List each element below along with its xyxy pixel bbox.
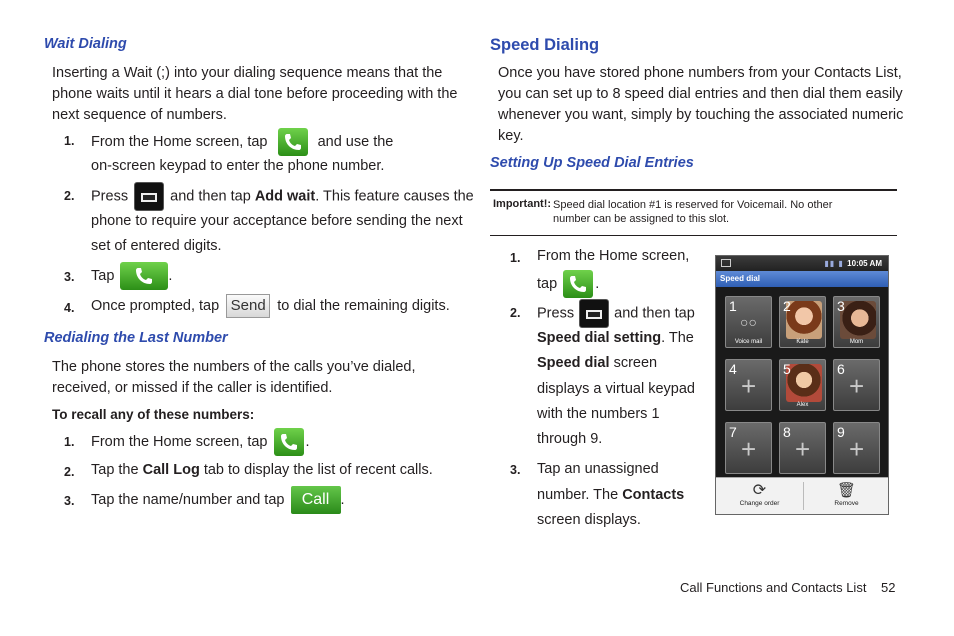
contact-photo xyxy=(786,301,822,339)
text-line: next sequence of numbers. xyxy=(52,107,227,123)
key-label: Alex xyxy=(796,402,809,408)
step-text: . xyxy=(595,275,600,292)
phone-icon xyxy=(278,128,308,156)
wait-step-1 xyxy=(91,128,393,156)
status-bar xyxy=(716,256,888,271)
speed-step-2-line1 xyxy=(537,299,695,328)
text-line: Once you have stored phone numbers from your Contacts List, xyxy=(498,65,902,81)
plus-icon: + xyxy=(849,434,865,464)
speed-dial-key-7[interactable] xyxy=(725,422,772,474)
step-text: tab to display the list of recent calls. xyxy=(203,462,433,478)
text-line: you can set up to 8 speed dial entries and then dial them easily xyxy=(498,86,903,102)
step-number: 1. xyxy=(510,251,521,265)
bottom-action-bar xyxy=(716,477,888,514)
speed-step-2-line2 xyxy=(537,326,694,351)
key-number: 5 xyxy=(783,361,791,377)
speed-dial-screenshot xyxy=(715,255,889,515)
text-line: whenever you want, simply by touching the associated numeric xyxy=(498,107,904,123)
trash-icon: 🗑 xyxy=(836,482,857,499)
wait-dialing-heading: Wait Dialing xyxy=(44,36,127,52)
text-line: received, or missed if the caller is identified. xyxy=(52,380,333,396)
redial-step-3 xyxy=(91,486,345,514)
step-text: Tap xyxy=(91,267,115,284)
step-text: Tap the name/number and tap xyxy=(91,491,285,508)
notification-icon xyxy=(721,259,731,267)
speed-dial-key-6[interactable] xyxy=(833,359,880,411)
speed-dial-label: Speed dial xyxy=(537,355,610,371)
speed-dial-key-4[interactable] xyxy=(725,359,772,411)
wait-step-2-line2: phone to require your acceptance before sending the next xyxy=(91,213,463,229)
step-number: 3. xyxy=(64,270,75,284)
call-button: Call xyxy=(291,486,341,514)
speed-step-3-line2 xyxy=(537,483,684,508)
signal-icon: ▮▮ ▮ xyxy=(824,259,848,268)
key-number: 2 xyxy=(783,298,791,314)
button-label: Remove xyxy=(834,500,859,507)
important-note xyxy=(553,198,832,226)
wait-step-2-line3: set of entered digits. xyxy=(91,238,222,254)
speed-dial-key-2[interactable] xyxy=(779,296,826,348)
status-time: 10:05 AM xyxy=(847,259,882,268)
redial-step-2 xyxy=(91,458,433,483)
step-text: . xyxy=(168,267,173,284)
important-label: Important!: xyxy=(493,198,552,210)
step-text: Once prompted, tap xyxy=(91,298,220,314)
key-label: Kate xyxy=(796,339,809,345)
setup-speed-dial-heading: Setting Up Speed Dial Entries xyxy=(490,155,694,171)
wait-step-4 xyxy=(91,294,450,319)
redial-step-1 xyxy=(91,428,310,456)
button-label: Change order xyxy=(739,500,780,507)
footer-section-title: Call Functions and Contacts List xyxy=(680,580,867,595)
step-number: 3. xyxy=(510,463,521,477)
speed-dial-key-5[interactable] xyxy=(779,359,826,411)
speed-step-2-line4: displays a virtual keypad xyxy=(537,381,695,397)
contacts-label: Contacts xyxy=(622,487,685,503)
redialing-paragraph xyxy=(52,357,416,399)
key-number: 1 xyxy=(729,298,737,314)
step-text: tap xyxy=(537,275,558,292)
wait-step-1-line2: on-screen keypad to enter the phone number. xyxy=(91,158,385,174)
plus-icon: + xyxy=(741,371,757,401)
speed-dial-setting-label: Speed dial setting xyxy=(537,330,662,346)
step-text: . xyxy=(340,491,345,508)
step-text: . The xyxy=(661,330,694,346)
contact-photo xyxy=(786,364,822,402)
step-text: . This feature causes the xyxy=(315,188,474,205)
key-label: Mom xyxy=(849,339,864,345)
speed-step-1-line1: From the Home screen, xyxy=(537,248,690,264)
step-text: and then tap xyxy=(614,305,695,322)
redialing-heading: Redialing the Last Number xyxy=(44,330,228,346)
step-number: 2. xyxy=(64,465,75,479)
speed-dial-key-8[interactable] xyxy=(779,422,826,474)
speed-dialing-heading: Speed Dialing xyxy=(490,36,600,54)
step-text: screen xyxy=(613,355,658,371)
call-log-label: Call Log xyxy=(142,462,200,478)
text-line: Inserting a Wait (;) into your dialing sequence means that the xyxy=(52,65,443,81)
step-text: From the Home screen, tap xyxy=(91,133,268,150)
plus-icon: + xyxy=(849,371,865,401)
step-text: Press xyxy=(91,188,129,205)
text-line: The phone stores the numbers of the calls you’ve dialed, xyxy=(52,359,416,375)
step-text: From the Home screen, tap xyxy=(91,433,268,450)
important-bottom-rule xyxy=(490,235,897,236)
menu-key-icon xyxy=(579,299,609,328)
key-number: 6 xyxy=(837,361,845,377)
speed-step-1-line2 xyxy=(537,270,599,298)
phone-icon xyxy=(563,270,593,298)
text-line: number can be assigned to this slot. xyxy=(553,213,730,225)
speed-dialing-paragraph xyxy=(498,63,903,147)
key-number: 3 xyxy=(837,298,845,314)
reorder-icon: ⟳ xyxy=(752,482,767,499)
speed-step-3-line1: Tap an unassigned xyxy=(537,461,659,477)
speed-step-2-line6: through 9. xyxy=(537,431,603,447)
wait-step-3 xyxy=(91,262,172,290)
step-number: 1. xyxy=(64,134,75,148)
step-text: and use the xyxy=(317,133,394,150)
send-button: Send xyxy=(226,294,270,318)
step-number: 1. xyxy=(64,435,75,449)
step-number: 4. xyxy=(64,301,75,315)
text-line: Speed dial location #1 is reserved for Voicemail. No other xyxy=(553,199,833,211)
step-text: and then tap xyxy=(170,188,251,205)
contact-photo xyxy=(840,301,876,339)
wait-step-2 xyxy=(91,182,474,211)
remove-button[interactable] xyxy=(803,482,889,507)
step-number: 2. xyxy=(510,306,521,320)
wait-dialing-paragraph xyxy=(52,63,457,126)
key-number: 8 xyxy=(783,424,791,440)
page-number: 52 xyxy=(881,580,896,595)
step-text: . xyxy=(305,433,310,450)
plus-icon: + xyxy=(741,434,757,464)
add-wait-label: Add wait xyxy=(254,188,316,205)
key-label: Voice mail xyxy=(734,339,763,345)
speed-step-2-line5: with the numbers 1 xyxy=(537,406,660,422)
recall-label: To recall any of these numbers: xyxy=(52,407,255,422)
change-order-button[interactable] xyxy=(716,482,803,507)
speed-step-2-line3 xyxy=(537,351,657,376)
step-number: 2. xyxy=(64,189,75,203)
plus-icon: + xyxy=(795,434,811,464)
voicemail-icon: ○○ xyxy=(740,314,757,330)
step-number: 3. xyxy=(64,494,75,508)
key-number: 4 xyxy=(729,361,737,377)
screen-title: Speed dial xyxy=(716,271,888,287)
step-text: Tap the xyxy=(91,462,139,478)
menu-key-icon xyxy=(134,182,164,211)
step-text: number. The xyxy=(537,487,619,503)
speed-step-3-line3: screen displays. xyxy=(537,512,641,528)
key-number: 9 xyxy=(837,424,845,440)
key-number: 7 xyxy=(729,424,737,440)
important-top-rule xyxy=(490,189,897,191)
speed-dial-key-3[interactable] xyxy=(833,296,880,348)
speed-dial-key-9[interactable] xyxy=(833,422,880,474)
phone-icon xyxy=(120,262,168,290)
step-text: to dial the remaining digits. xyxy=(277,298,450,314)
step-text: Press xyxy=(537,305,575,322)
speed-dial-key-1[interactable] xyxy=(725,296,772,348)
phone-icon xyxy=(274,428,304,456)
text-line: phone waits until it hears a dial tone before proceeding with the xyxy=(52,86,458,102)
text-line: key. xyxy=(498,128,524,144)
